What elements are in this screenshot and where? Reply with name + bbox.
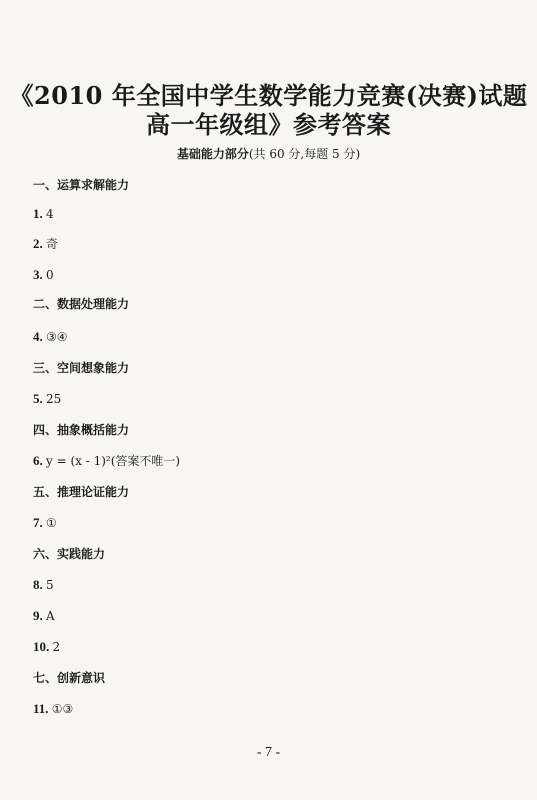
answer-item: [33, 515, 57, 531]
answer-number: 5.: [33, 391, 43, 406]
section-heading: 六、实践能力: [33, 547, 106, 561]
answer-item: [33, 391, 61, 407]
answer-item: [33, 577, 54, 593]
answer-number: 3.: [33, 267, 43, 282]
answer-number: 7.: [33, 515, 43, 530]
section-heading: 二、数据处理能力: [33, 297, 130, 311]
answer-text: 25: [46, 392, 62, 406]
answer-text: ①: [46, 516, 57, 530]
answer-item: [33, 329, 68, 345]
answer-item: [33, 608, 55, 624]
page-number: - 7 -: [256, 745, 281, 760]
answer-number: 4.: [33, 329, 43, 344]
answer-item: [33, 701, 73, 717]
answer-text: A: [46, 609, 55, 623]
answer-text: ①③: [51, 702, 74, 716]
answer-number: 10.: [33, 639, 50, 654]
subtitle-scoring: (共 60 分,每题 5 分): [248, 147, 361, 161]
answer-text: 4: [46, 207, 54, 221]
answer-item: [33, 267, 54, 283]
page-title-line-2: 高一年级组》参考答案: [146, 110, 391, 139]
answer-text: 5: [46, 578, 54, 592]
section-heading: 五、推理论证能力: [33, 485, 130, 499]
subtitle: [0, 146, 537, 162]
answer-item: [33, 236, 58, 252]
answer-number: 11.: [33, 701, 49, 716]
answer-number: 8.: [33, 577, 43, 592]
answer-item: [33, 639, 60, 655]
answer-number: 1.: [33, 206, 43, 221]
answer-number: 2.: [33, 236, 43, 251]
answer-item: [33, 206, 54, 222]
section-heading: 四、抽象概括能力: [33, 423, 130, 437]
subtitle-bold: 基础能力部分: [176, 147, 249, 161]
answer-text: 0: [46, 268, 54, 282]
answer-text: ③④: [46, 330, 68, 344]
answer-text: 2: [52, 640, 61, 654]
answer-text: 奇: [46, 237, 59, 251]
answer-text: y = (x - 1)²(答案不唯一): [46, 454, 181, 468]
section-heading: 一、运算求解能力: [33, 178, 130, 192]
answer-number: 9.: [33, 608, 43, 623]
answer-item: [33, 453, 180, 469]
page-title-line-1: 《2010 年全国中学生数学能力竞赛(决赛)试题: [9, 81, 528, 110]
answer-number: 6.: [33, 453, 43, 468]
section-heading: 三、空间想象能力: [33, 361, 130, 375]
section-heading: 七、创新意识: [33, 671, 106, 685]
